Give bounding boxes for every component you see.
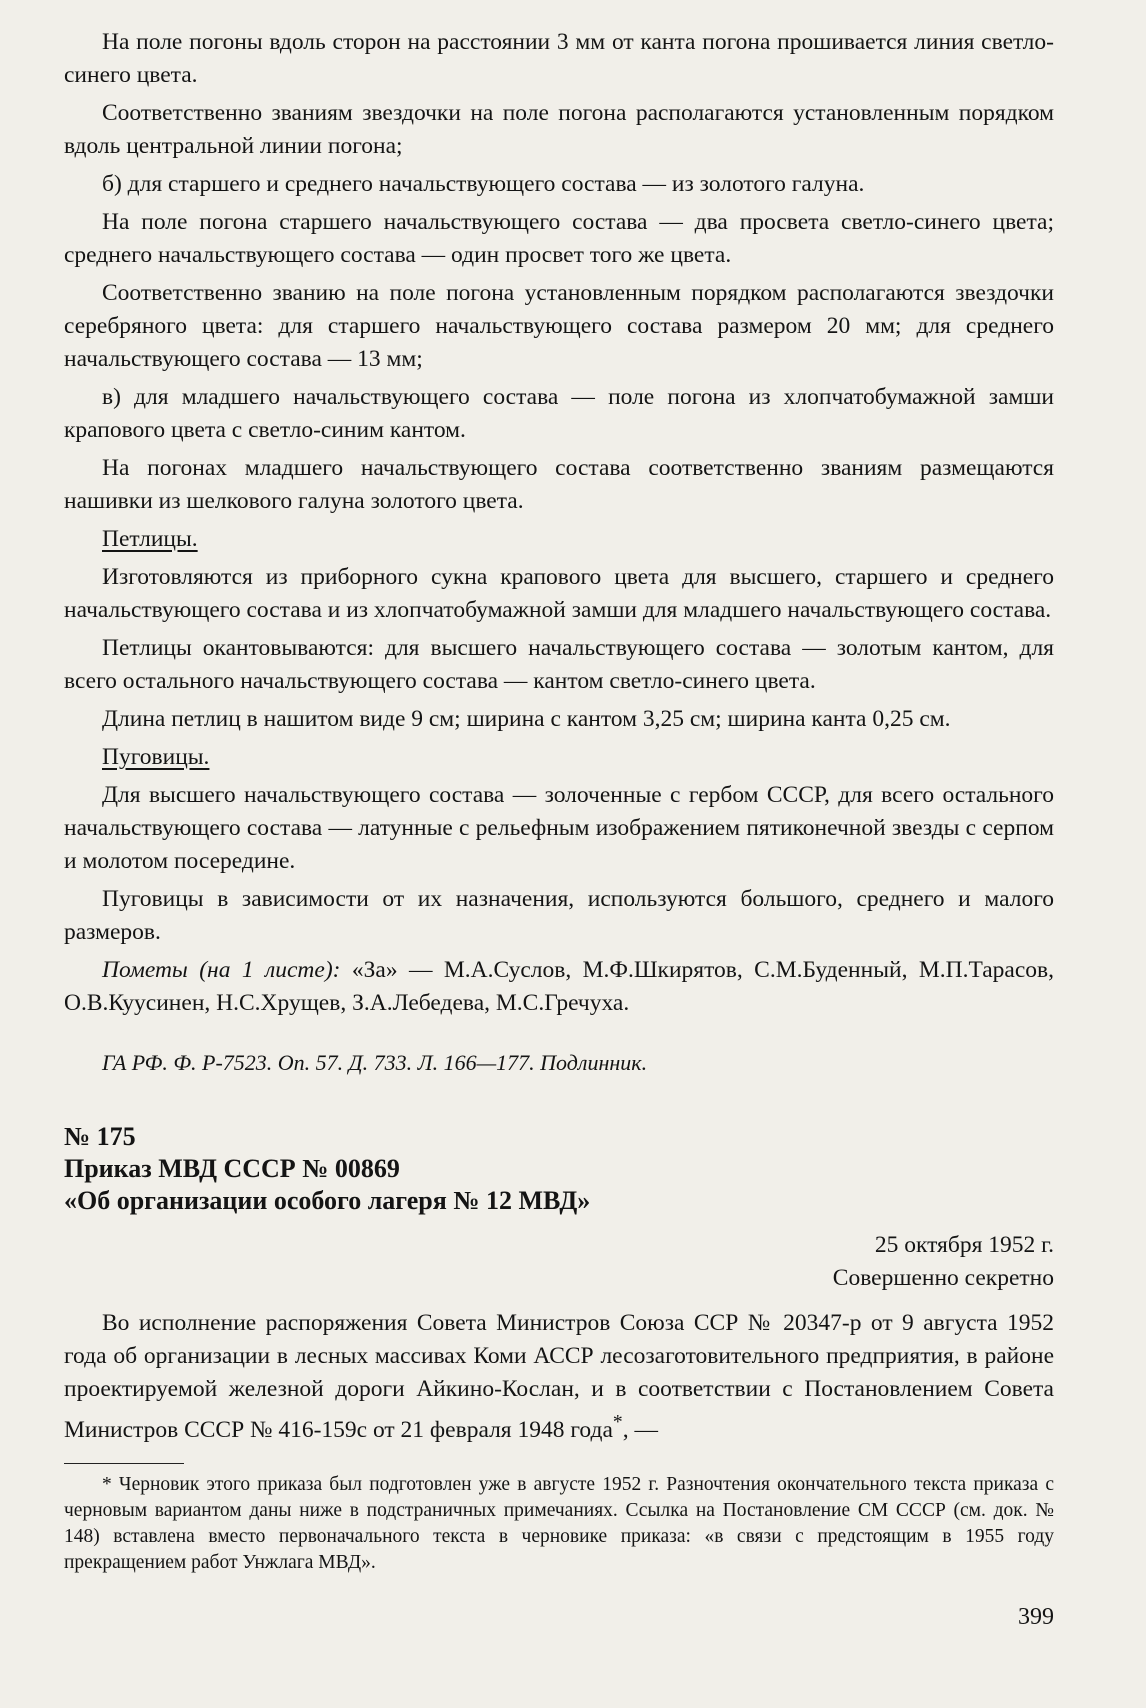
section-heading-petlitsy: Петлицы. [102,526,198,552]
paragraph: На погонах младшего начальствующего состава соответственно званиям размещаются нашивки из шелкового галуна золотого цвета. [64,455,1054,514]
paragraph: На поле погоны вдоль сторон на расстоянии 3 мм от канта погона прошивается линия светло-синего цвета. [64,29,1054,88]
section-heading-pugovitsy: Пуговицы. [102,744,210,770]
archive-source: ГА РФ. Ф. Р-7523. Оп. 57. Д. 733. Л. 166—177. Подлинник. [102,1050,648,1075]
document-body-text: Во исполнение распоряжения Совета Министров Союза ССР № 20347-р от 9 августа 1952 года об организации в лесных массивах Коми АССР лесозаготовительного предприятия, в районе проектируемой железной дороги Айкино-Кослан, и в соответствии с Постановлением Совета Министров СССР № 416-159с от 21 февраля 1948 года [64,1310,1054,1443]
paragraph: Пуговицы в зависимости от их назначения, используются большого, среднего и малого размеров. [64,886,1054,945]
document-classification: Совершенно секретно [832,1265,1054,1291]
page-body [64,26,1054,1576]
marks-text: «За» — М.А.Суслов, М.Ф.Шкирятов, С.М.Буденный, М.П.Тарасов, О.В.Куусинен, Н.С.Хрущев, З.А.Лебедева, М.С.Гречуха. [64,957,1054,1016]
marks-label: Пометы (на 1 листе): [102,957,341,983]
document-body-tail: , — [622,1416,658,1443]
document-title-line2: «Об организации особого лагеря № 12 МВД» [64,1186,591,1215]
paragraph: На поле погона старшего начальствующего состава — два просвета светло-синего цвета; среднего начальствующего состава — один просвет того же цвета. [64,209,1054,268]
document-body [64,1307,1054,1447]
paragraph: Изготовляются из приборного сукна крапового цвета для высшего, старшего и среднего начальствующего состава и из хлопчатобумажной замши для младшего начальствующего состава. [64,564,1054,623]
footnote-marker: * [612,1412,623,1433]
document-heading [64,1121,1054,1217]
document-date: 25 октября 1952 г. [874,1232,1054,1258]
paragraph: Петлицы окантовываются: для высшего начальствующего состава — золотым кантом, для всего остального начальствующего состава — кантом светло-синего цвета. [64,635,1054,694]
footnote: * Черновик этого приказа был подготовлен уже в августе 1952 г. Разночтения окончательного текста приказа с черновым вариантом даны ниже в подстраничных примечаниях. Ссылка на Постановление СМ СССР (см. док. № 148) вставлена вместо первоначального текста в черновике приказа: «в связи с предстоящим в 1955 году прекращением работ Унжлага МВД». [64,1473,1054,1573]
footnote-divider [64,1463,184,1464]
paragraph: Соответственно званию на поле погона установленным порядком располагаются звездочки серебряного цвета: для старшего начальствующего состава размером 20 мм; для среднего начальствующего состава — 13 мм; [64,280,1054,372]
paragraph: Длина петлиц в нашитом виде 9 см; ширина с кантом 3,25 см; ширина канта 0,25 см. [102,706,951,732]
paragraph: в) для младшего начальствующего состава — поле погона из хлопчатобумажной замши крапового цвета с светло-синим кантом. [64,384,1054,443]
document-number: № 175 [64,1122,136,1151]
document-title-line1: Приказ МВД СССР № 00869 [64,1154,400,1183]
page-number: 399 [1018,1604,1054,1630]
paragraph: Для высшего начальствующего состава — золоченные с гербом СССР, для всего остального начальствующего состава — латунные с рельефным изображением пятиконечной звезды с серпом и молотом посередине. [64,782,1054,874]
paragraph: Соответственно званиям звездочки на поле погона располагаются установленным порядком вдоль центральной линии погона; [64,100,1054,159]
marks-note [64,954,1054,1020]
paragraph: б) для старшего и среднего начальствующего состава — из золотого галуна. [102,171,865,197]
